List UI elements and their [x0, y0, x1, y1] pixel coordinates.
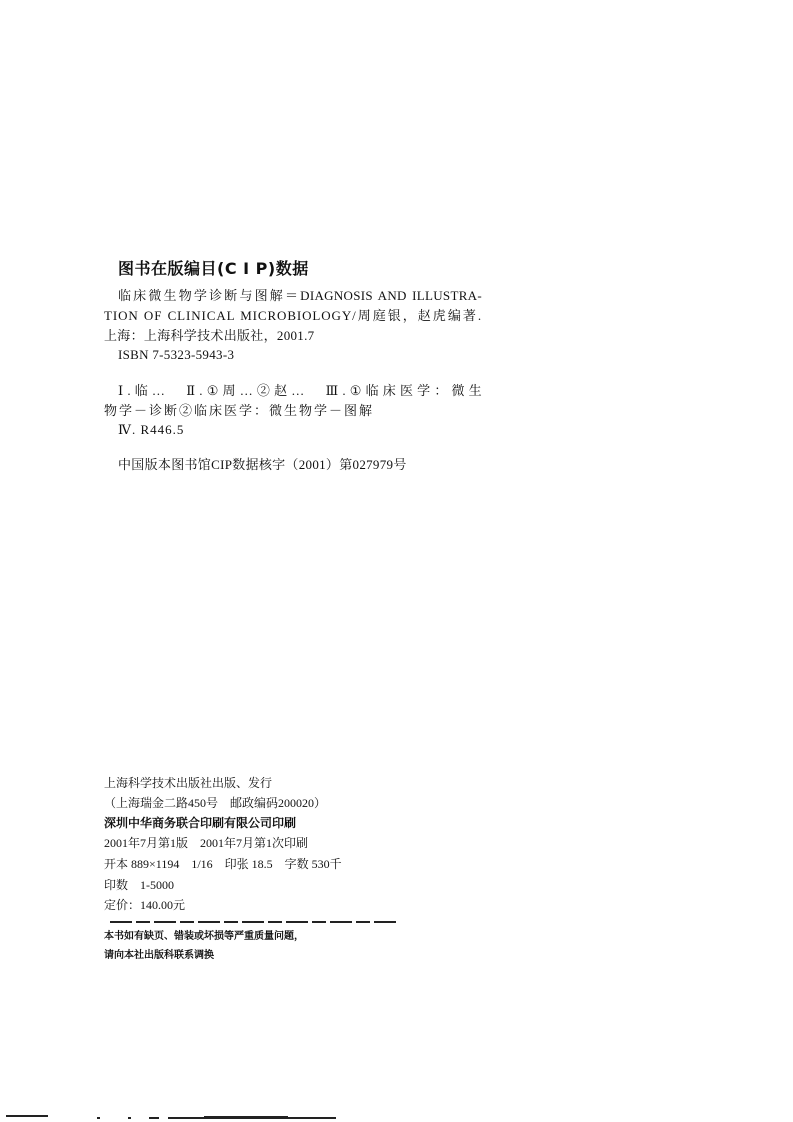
- scan-artifact-mark: [168, 1117, 204, 1119]
- cip-title-line-2-text: TION OF CLINICAL MICROBIOLOGY/周庭银，赵虎编著.: [104, 308, 482, 323]
- cip-isbn: ISBN 7-5323-5943-3: [118, 347, 235, 362]
- printer-line: 深圳中华商务联合印刷有限公司印刷: [104, 816, 297, 830]
- cip-subject-line-2: 物学－诊断②临床医学：微生物学－图解: [104, 403, 375, 418]
- scan-artifact-mark: [149, 1117, 159, 1119]
- cip-record-number: 中国版本图书馆CIP数据核字（2001）第027979号: [118, 457, 407, 472]
- print-run-line: 印数 1-5000: [104, 878, 174, 892]
- edition-line: 2001年7月第1版 2001年7月第1次印刷: [104, 836, 309, 850]
- cip-title-line-2: [104, 309, 482, 322]
- scan-artifact-mark: [204, 1116, 288, 1119]
- scan-artifact-mark: [288, 1117, 336, 1119]
- cip-classification: Ⅳ. R446.5: [118, 422, 185, 437]
- cip-title-line-1: [118, 289, 482, 302]
- publisher-line: 上海科学技术出版社出版、发行: [104, 776, 273, 790]
- publisher-address: （上海瑞金二路450号 邮政编码200020）: [104, 796, 327, 810]
- cip-title-line-1-text: 临床微生物学诊断与图解＝DIAGNOSIS AND ILLUSTRA-: [118, 288, 482, 303]
- cip-publisher-line: 上海：上海科学技术出版社，2001.7: [104, 328, 315, 343]
- price-line: 定价：140.00元: [104, 898, 186, 912]
- cip-subject-line-1-text: Ⅰ.临… Ⅱ.①周…②赵… Ⅲ.①临床医学：微生: [118, 383, 482, 398]
- notice-line-1: 本书如有缺页、错装或坏损等严重质量问题，: [104, 931, 304, 942]
- cip-heading: 图书在版编目(C I P)数据: [118, 259, 309, 278]
- cip-subject-line-1: [118, 384, 482, 397]
- scan-artifact-mark: [128, 1117, 131, 1119]
- dashed-divider: [110, 921, 400, 923]
- format-line: 开本 889×1194 1/16 印张 18.5 字数 530千: [104, 857, 342, 871]
- scan-artifact-mark: [97, 1117, 100, 1119]
- notice-line-2: 请向本社出版科联系调换: [104, 950, 214, 961]
- scan-artifact-mark: [6, 1115, 48, 1117]
